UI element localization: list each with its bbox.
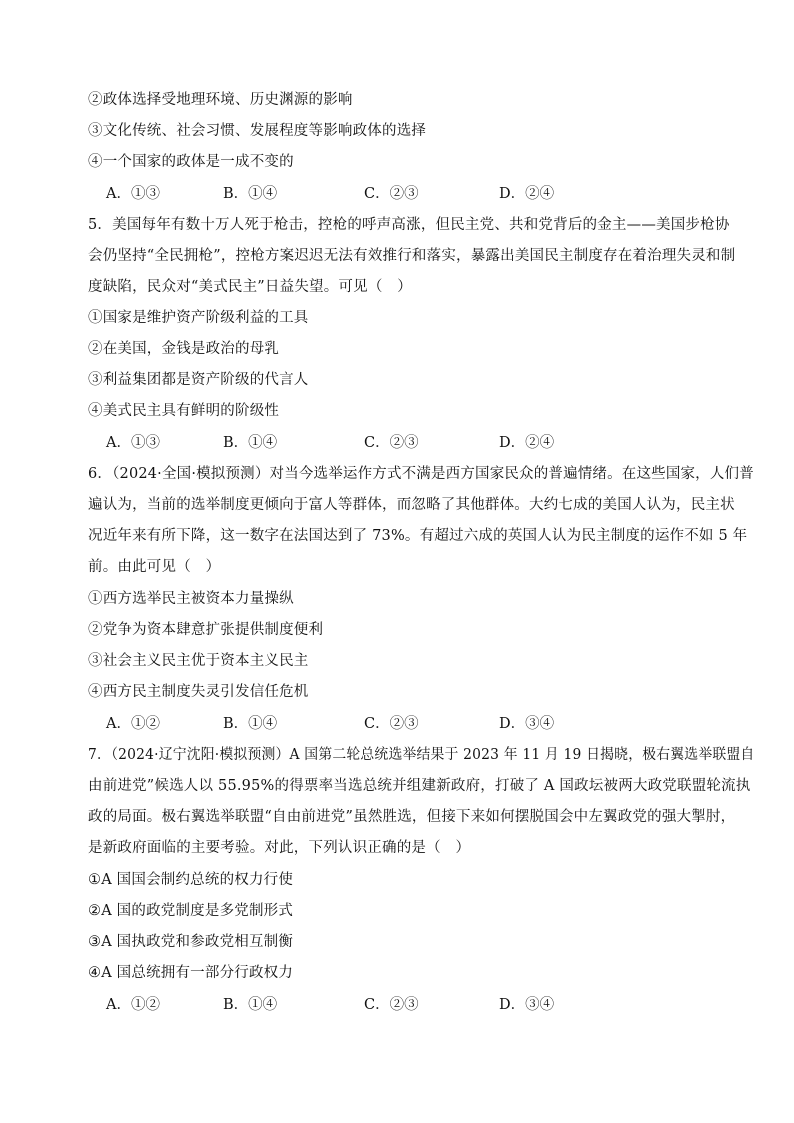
question-6-line-3: 况近年来有所下降，这一数字在法国达到了 73%。有超过六成的英国人认为民主制度的运作不如 5 年 <box>88 528 748 544</box>
option-d[interactable]: D．③④ <box>499 997 555 1013</box>
option-d[interactable]: D．③④ <box>499 716 555 732</box>
question-7-line-4: 是新政府面临的主要考验。对此，下列认识正确的是（ ） <box>88 840 471 856</box>
statement-2: ②政体选择受地理环境、历史渊源的影响 <box>88 92 353 108</box>
question-7-line-2: 由前进党”候选人以 55.95%的得票率当选总统并组建新政府，打破了 A 国政坛被两大政党联盟轮流执 <box>88 778 751 794</box>
option-b[interactable]: B．①④ <box>223 435 278 451</box>
option-a[interactable]: A．①② <box>106 997 160 1013</box>
question-5-line-1: 5．美国每年有数十万人死于枪击，控枪的呼声高涨，但民主党、共和党背后的金主——美国步枪协 <box>88 217 730 233</box>
question-6-line-2: 遍认为，当前的选举制度更倾向于富人等群体，而忽略了其他群体。大约七成的美国人认为，民主状 <box>88 497 735 513</box>
option-a[interactable]: A．①③ <box>106 435 160 451</box>
option-a[interactable]: A．①③ <box>106 186 160 202</box>
option-d[interactable]: D．②④ <box>499 435 555 451</box>
option-c[interactable]: C．②③ <box>364 186 419 202</box>
statement-3: ③文化传统、社会习惯、发展程度等影响政体的选择 <box>88 123 427 139</box>
q6-statement-1: ①西方选举民主被资本力量操纵 <box>88 591 294 607</box>
question-5-line-2: 会仍坚持“全民拥枪”，控枪方案迟迟无法有效推行和落实，暴露出美国民主制度存在着治理失灵和制 <box>88 248 736 264</box>
question-7-line-1: 7．（2024·辽宁沈阳·模拟预测）A 国第二轮总统选举结果于 2023 年 11 月 19 日揭晓，极右翼选举联盟自 <box>88 747 755 763</box>
q6-statement-2: ②党争为资本肆意扩张提供制度便利 <box>88 622 324 638</box>
q7-statement-2: ②A 国的政党制度是多党制形式 <box>88 903 294 919</box>
option-b[interactable]: B．①④ <box>223 716 278 732</box>
option-c[interactable]: C．②③ <box>364 716 419 732</box>
q5-statement-3: ③利益集团都是资产阶级的代言人 <box>88 372 309 388</box>
question-6-line-1: 6．（2024·全国·模拟预测）对当今选举运作方式不满是西方国家民众的普遍情绪。在这些国家，人们普 <box>88 466 754 482</box>
q7-statement-4: ④A 国总统拥有一部分行政权力 <box>88 965 294 981</box>
option-c[interactable]: C．②③ <box>364 435 419 451</box>
q7-statement-1: ①A 国国会制约总统的权力行使 <box>88 872 294 888</box>
q5-statement-2: ②在美国，金钱是政治的母乳 <box>88 341 280 357</box>
option-b[interactable]: B．①④ <box>223 186 278 202</box>
q5-statement-1: ①国家是维护资产阶级利益的工具 <box>88 310 309 326</box>
option-a[interactable]: A．①② <box>106 716 160 732</box>
q6-statement-3: ③社会主义民主优于资本主义民主 <box>88 653 309 669</box>
statement-4: ④一个国家的政体是一成不变的 <box>88 154 294 170</box>
q7-statement-3: ③A 国执政党和参政党相互制衡 <box>88 934 294 950</box>
option-b[interactable]: B．①④ <box>223 997 278 1013</box>
question-5-line-3: 度缺陷，民众对“美式民主”日益失望。可见（ ） <box>88 279 412 295</box>
q5-statement-4: ④美式民主具有鲜明的阶级性 <box>88 403 280 419</box>
question-7-line-3: 政的局面。极右翼选举联盟“自由前进党”虽然胜选，但接下来如何摆脱国会中左翼政党的强大掣肘， <box>88 809 736 825</box>
question-6-line-4: 前。由此可见（ ） <box>88 559 221 575</box>
option-d[interactable]: D．②④ <box>499 186 555 202</box>
option-c[interactable]: C．②③ <box>364 997 419 1013</box>
q6-statement-4: ④西方民主制度失灵引发信任危机 <box>88 684 309 700</box>
